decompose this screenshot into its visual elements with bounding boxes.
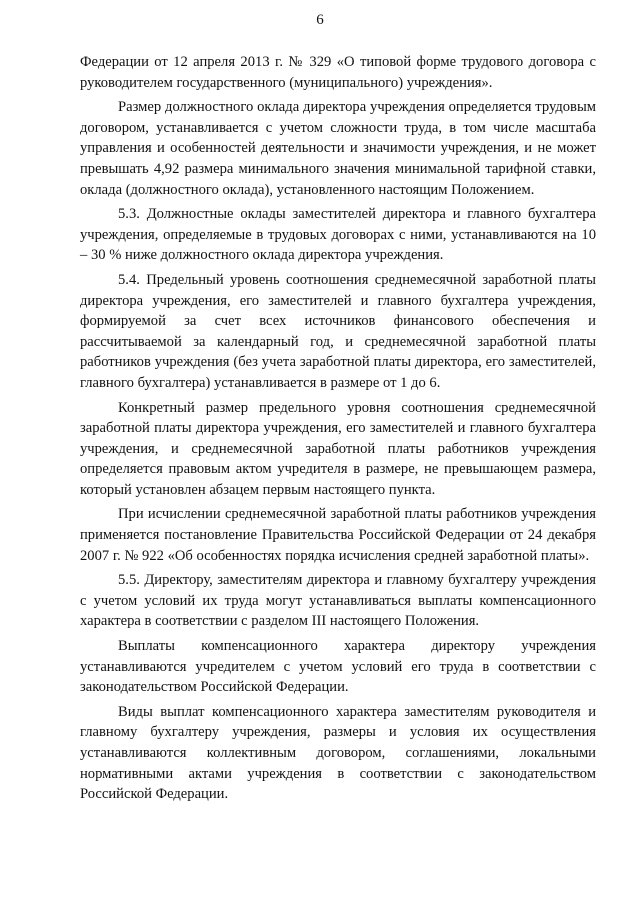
- paragraph-5-5: 5.5. Директору, заместителям директора и главному бухгалтеру учреждения с учетом условий их труда могут устанавливаться выплаты компенсационного характера в соответствии с разделом III настоящего Положения.: [80, 572, 596, 630]
- paragraph-5-3: 5.3. Должностные оклады заместителей директора и главного бухгалтера учреждения, определяемые в трудовых договорах с ними, устанавливаются на 10 – 30 % ниже должностного оклада директора учреждения.: [80, 206, 596, 264]
- paragraph-director-compensation: Выплаты компенсационного характера директору учреждения устанавливаются учредителем с учетом условий его труда в соответствии с законодательством Российской Федерации.: [80, 638, 596, 696]
- paragraph-compensation-types: Виды выплат компенсационного характера заместителям руководителя и главному бухгалтеру учреждения, размеры и условия их осуществления устанавливаются коллективным договором, соглашениями, локальными нормативными актами учреждения в соответствии с законодательством Российской Федерации.: [80, 703, 596, 803]
- paragraph-director-salary: Размер должностного оклада директора учреждения определяется трудовым договором, устанавливается с учетом сложности труда, в том числе масштаба управления и особенностей деятельности и значимости учреждения, и не может превышать 4,92 размера минимального значения минимальной тарифной ставки, оклада (должностного оклада), установленного настоящим Положением.: [80, 99, 596, 198]
- paragraph-specific-ratio: Конкретный размер предельного уровня соотношения среднемесячной заработной платы директора учреждения, его заместителей и главного бухгалтера учреждения, и среднемесячной заработной платы работников учреждения определяется правовым актом учредителя в размере, не превышающем размера, который установлен абзацем первым настоящего пункта.: [80, 399, 596, 498]
- paragraph-calculation: При исчислении среднемесячной заработной платы работников учреждения применяется постановление Правительства Российской Федерации от 24 декабря 2007 г. № 922 «Об особенностях порядка исчисления средней заработной платы».: [80, 506, 596, 564]
- paragraph-5-4: 5.4. Предельный уровень соотношения среднемесячной заработной платы директора учреждения, его заместителей и главного бухгалтера учреждения, формируемой за счет всех источников финансового обеспечения и рассчитываемой за календарный год, и среднемесячной заработной платы работников учреждения (без учета заработной платы директора, его заместителей, главного бухгалтера) устанавливается в размере от 1 до 6.: [80, 271, 596, 391]
- document-body: [80, 52, 596, 809]
- paragraph-continuation: Федерации от 12 апреля 2013 г. № 329 «О типовой форме трудового договора с руководителем государственного (муниципального) учреждения».: [80, 54, 596, 91]
- page-number: 6: [316, 12, 324, 28]
